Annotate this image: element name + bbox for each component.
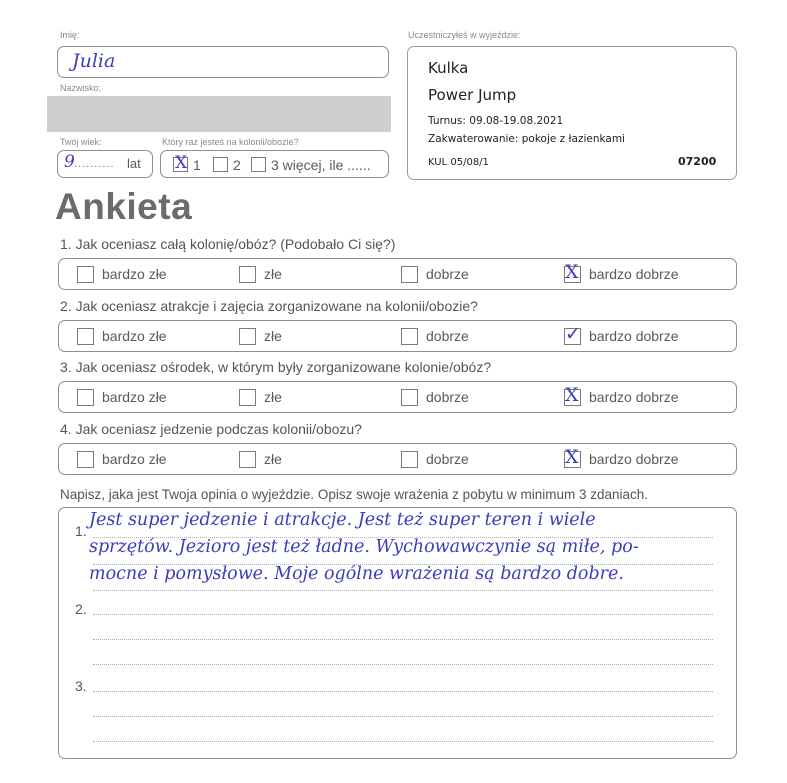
dotted-line <box>93 741 713 742</box>
check-mark-icon: X <box>565 261 579 283</box>
question-2-checkbox-2[interactable] <box>239 328 256 345</box>
opinion-box[interactable] <box>58 507 737 759</box>
question-3-option-3-label: dobrze <box>426 389 469 405</box>
question-1-option-2-label: złe <box>264 266 282 282</box>
age-field[interactable] <box>57 150 153 178</box>
question-4-text: 4. Jak oceniasz jedzenie podczas kolonii/obozu? <box>60 421 362 437</box>
dotted-line <box>93 614 713 615</box>
check-mark-icon: X <box>175 153 188 173</box>
question-4-options <box>58 443 737 475</box>
question-2-options <box>58 320 737 352</box>
question-2-checkbox-3[interactable] <box>401 328 418 345</box>
first-name-label: Imię: <box>60 30 80 40</box>
question-4-option-1-label: bardzo złe <box>102 451 167 467</box>
times-checkbox-1[interactable] <box>173 153 188 173</box>
camp-program: Power Jump <box>428 86 517 104</box>
question-3-option-4-label: bardzo dobrze <box>589 389 679 405</box>
check-mark-icon: ✓ <box>565 323 581 345</box>
question-1-option-4-label: bardzo dobrze <box>589 266 679 282</box>
camp-turnus: Turnus: 09.08-19.08.2021 <box>428 115 564 127</box>
opinion-line-1: Jest super jedzenie i atrakcje. Jest też super teren i wiele <box>89 510 596 530</box>
question-3-checkbox-4[interactable] <box>564 384 581 406</box>
question-2-text: 2. Jak oceniasz atrakcje i zajęcia zorganizowane na kolonii/obozie? <box>60 298 478 314</box>
age-value: 9 <box>64 152 75 172</box>
age-dots: .......... <box>74 158 115 170</box>
check-mark-icon: X <box>565 384 579 406</box>
last-name-label: Nazwisko: <box>60 83 102 93</box>
last-name-redaction <box>47 96 391 132</box>
question-2-option-3-label: dobrze <box>426 328 469 344</box>
age-unit: lat <box>127 156 141 171</box>
opinion-item-num-3: 3. <box>75 678 87 694</box>
times-checkbox-2[interactable] <box>213 157 228 172</box>
dotted-line <box>93 691 713 692</box>
question-3-checkbox-2[interactable] <box>239 389 256 406</box>
question-4-checkbox-3[interactable] <box>401 451 418 468</box>
opinion-line-3: mocne i pomysłowe. Moje ogólne wrażenia są bardzo dobre. <box>89 564 624 584</box>
question-4-option-3-label: dobrze <box>426 451 469 467</box>
camp-code: KUL 05/08/1 <box>428 157 489 168</box>
dotted-line <box>93 664 713 665</box>
question-1-checkbox-1[interactable] <box>77 266 94 283</box>
dotted-line <box>93 639 713 640</box>
opinion-line-2: sprzętów. Jezioro jest też ładne. Wychowawczynie są miłe, po- <box>89 537 639 557</box>
opinion-prompt: Napisz, jaka jest Twoja opinia o wyjeździe. Opisz swoje wrażenia z pobytu w minimum 3 zdaniach. <box>60 487 649 502</box>
question-4-option-4-label: bardzo dobrze <box>589 451 679 467</box>
question-2-option-1-label: bardzo złe <box>102 328 167 344</box>
question-4-checkbox-2[interactable] <box>239 451 256 468</box>
question-3-option-1-label: bardzo złe <box>102 389 167 405</box>
dotted-line <box>93 716 713 717</box>
times-option-1: 1 <box>193 157 201 173</box>
participant-label: Uczestniczyłeś w wyjeździe: <box>408 30 521 40</box>
check-mark-icon: X <box>565 446 579 468</box>
question-4-option-2-label: złe <box>264 451 282 467</box>
question-1-checkbox-3[interactable] <box>401 266 418 283</box>
question-1-checkbox-4[interactable] <box>564 261 581 283</box>
dotted-line <box>93 590 713 591</box>
times-option-3: 3 więcej, ile ...... <box>271 157 371 173</box>
camp-lodging: Zakwaterowanie: pokoje z łazienkami <box>428 133 625 145</box>
question-1-checkbox-2[interactable] <box>239 266 256 283</box>
times-checkbox-3[interactable] <box>251 157 266 172</box>
first-name-value: Julia <box>72 50 116 72</box>
question-2-option-2-label: złe <box>264 328 282 344</box>
camp-info-box <box>407 46 737 180</box>
question-4-checkbox-4[interactable] <box>564 446 581 468</box>
question-3-option-2-label: złe <box>264 389 282 405</box>
question-3-options <box>58 381 737 413</box>
question-3-checkbox-3[interactable] <box>401 389 418 406</box>
question-1-options <box>58 258 737 290</box>
question-1-option-1-label: bardzo złe <box>102 266 167 282</box>
question-2-checkbox-4[interactable] <box>564 323 581 345</box>
question-1-option-3-label: dobrze <box>426 266 469 282</box>
times-field <box>160 150 389 178</box>
first-name-field[interactable] <box>57 46 389 78</box>
opinion-item-num-2: 2. <box>75 601 87 617</box>
page-title: Ankieta <box>55 186 193 227</box>
times-option-2: 2 <box>233 157 241 173</box>
question-4-checkbox-1[interactable] <box>77 451 94 468</box>
question-2-option-4-label: bardzo dobrze <box>589 328 679 344</box>
question-3-checkbox-1[interactable] <box>77 389 94 406</box>
age-label: Twój wiek: <box>60 137 102 147</box>
question-3-text: 3. Jak oceniasz ośrodek, w którym były zorganizowane kolonie/obóz? <box>60 359 492 375</box>
question-2-checkbox-1[interactable] <box>77 328 94 345</box>
times-label: Który raz jesteś na kolonii/obozie? <box>162 137 299 147</box>
camp-number: 07200 <box>678 155 717 168</box>
camp-name: Kulka <box>428 59 469 77</box>
question-1-text: 1. Jak oceniasz całą kolonię/obóz? (Podobało Ci się?) <box>60 236 396 252</box>
opinion-item-num-1: 1. <box>75 523 87 539</box>
